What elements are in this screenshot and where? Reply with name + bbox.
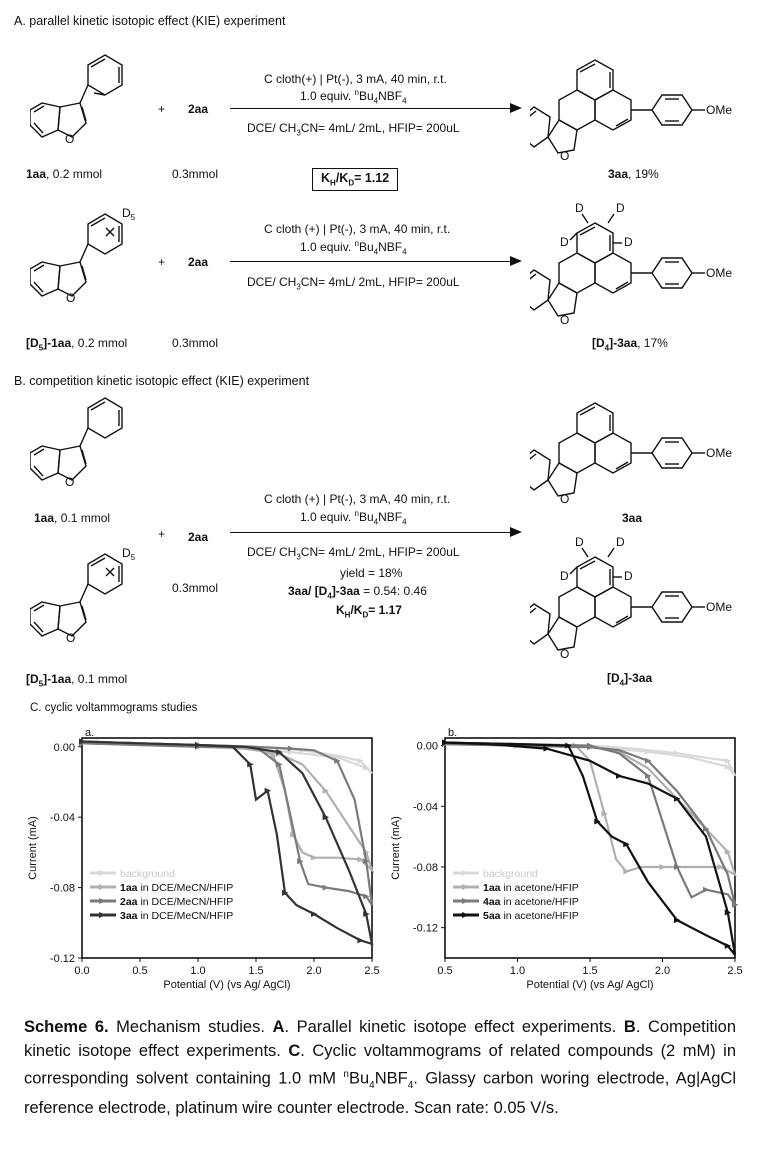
- svg-text:O: O: [560, 149, 570, 163]
- kie-box-1: $K_H/K_D= 1.12$: [312, 168, 398, 191]
- x-tick-label: 2.5: [727, 965, 743, 977]
- compound-1aa-structure-b: [30, 390, 140, 505]
- cv-series-5aa: [445, 743, 735, 955]
- y-tick-label: -0.12: [412, 922, 438, 935]
- reagent-amount-2: 0.3mmol: [172, 336, 219, 350]
- legend-entry-1aa: 1aa in DCE/MeCN/HFIP: [120, 882, 234, 894]
- condition-line-2: 1.0 equiv. $^nBu_4NBF_4$: [300, 88, 407, 106]
- product-label-d4-3aa-b: $[D_4]-3aa$: [607, 671, 653, 688]
- compound-d5-1aa-structure-b: [30, 540, 150, 665]
- condition-line-2c: 1.0 equiv. $^nBu_4NBF_4$: [300, 509, 407, 527]
- x-tick-label: 0.5: [132, 965, 148, 977]
- product-d4-3aa-structure: [530, 198, 760, 328]
- condition-line-3b: DCE/ $CH_3CN= 4mL/$ 2mL, HFIP= 200uL: [247, 275, 460, 292]
- ratio-text: 3aa/ $[D_4]-3aa = 0.54$: 0.46: [288, 584, 427, 601]
- product-3aa-structure-b: [530, 398, 760, 508]
- legend-entry-3aa: 3aa in DCE/MeCN/HFIP: [120, 910, 234, 922]
- plot-frame: [82, 738, 372, 958]
- x-tick-label: 2.5: [364, 965, 380, 977]
- reaction-arrow-1: [230, 108, 520, 109]
- svg-text:D: D: [624, 235, 633, 249]
- reagent-amount: 0.3mmol: [172, 167, 219, 181]
- cv-marker-1aa: [311, 855, 318, 861]
- section-b-title: B. competition kinetic isotopic effect (KIE) experiment: [14, 374, 310, 388]
- legend-entry-4aa: 4aa in acetone/HFIP: [483, 896, 579, 908]
- legend-marker-2aa: [99, 898, 106, 904]
- cv-chart-b: [385, 722, 745, 1004]
- reagent-2aa-2: 2aa: [188, 255, 209, 269]
- substrate-label-d5-1aa: $[D_5]-1aa$, 0.2 mmol: [26, 336, 128, 353]
- svg-text:O: O: [65, 475, 75, 489]
- legend-marker-3aa: [99, 912, 106, 918]
- compound-1aa-structure: [30, 45, 140, 165]
- svg-text:O: O: [560, 313, 570, 327]
- cv-marker-2aa: [323, 885, 330, 891]
- substrate-label-d5-1aa-b: $[D_5]-1aa$, 0.1 mmol: [26, 672, 128, 689]
- cv-series-4aa: [445, 743, 735, 905]
- cv-marker-1aa: [660, 864, 667, 870]
- svg-text:O: O: [65, 132, 75, 146]
- product-3aa-structure: [530, 55, 760, 165]
- svg-text:O: O: [66, 291, 76, 305]
- reaction-arrow-3: [230, 532, 520, 533]
- svg-text:D: D: [575, 201, 584, 215]
- condition-line-1c: C cloth (+) | Pt(-), 3 mA, 40 min, r.t.: [264, 492, 451, 506]
- substrate-label-1aa-b: 1aa, 0.1 mmol: [34, 511, 111, 525]
- cv-marker-1aa: [623, 869, 630, 875]
- x-axis-label: Potential (V) (vs Ag/ AgCl): [526, 979, 654, 991]
- x-tick-label: 1.0: [190, 965, 206, 977]
- legend-entry-2aa: 2aa in DCE/MeCN/HFIP: [120, 896, 234, 908]
- svg-text:OMe: OMe: [706, 446, 733, 460]
- svg-text:D5: $D_5$: [122, 546, 136, 562]
- svg-text:O: O: [560, 492, 570, 506]
- x-tick-label: 2.0: [306, 965, 322, 977]
- y-axis-label: Current (mA): [27, 816, 39, 880]
- svg-text:D: D: [560, 569, 569, 583]
- x-tick-label: 2.0: [654, 965, 671, 977]
- scheme-caption: Scheme 6. Mechanism studies. A. Parallel kinetic isotope effect experiments. B. Competition kinetic isotope effect experiments. C. Cyclic voltammograms of related compounds (2 mM) in corresponding solvent containing 1.0 mM $^nBu_4NBF_4$. Glassy carbon woring electrode, Ag|AgCl reference electrode, platinum wire counter electrode. Scan rate: 0.05 V/s.: [24, 1018, 736, 1118]
- product-label-3aa: 3aa, 19%: [608, 167, 659, 181]
- y-tick-label: 0.00: [53, 741, 75, 754]
- substrate-label-1aa: 1aa, 0.2 mmol: [26, 167, 103, 181]
- y-tick-label: -0.08: [412, 861, 438, 874]
- x-tick-label: 0.0: [74, 965, 90, 977]
- plot-frame: [445, 738, 735, 958]
- yield-text: yield = 18%: [340, 566, 403, 580]
- reagent-2aa: 2aa: [188, 102, 209, 116]
- plus-sign: +: [158, 102, 166, 116]
- x-tick-label: 0.5: [437, 965, 453, 977]
- reagent-2aa-b: 2aa: [188, 530, 209, 544]
- reaction-arrow-2: [230, 261, 520, 262]
- legend-marker-1aa: [462, 884, 469, 890]
- svg-text:D: D: [624, 569, 633, 583]
- plus-sign-b: +: [158, 527, 166, 541]
- product-d4-3aa-structure-b: [530, 532, 760, 662]
- svg-text:D: D: [575, 535, 584, 549]
- svg-text:D: D: [616, 201, 625, 215]
- section-a-title: A. parallel kinetic isotopic effect (KIE) experiment: [14, 14, 286, 28]
- condition-line-3: DCE/ $CH_3CN= 4mL/$ 2mL, HFIP= 200uL: [247, 121, 460, 138]
- legend-entry-background: background: [483, 868, 538, 880]
- x-tick-label: 1.5: [582, 965, 598, 977]
- kie-value-b: $K_H/K_D= 1.17$: [336, 603, 402, 620]
- reagent-amount-b: 0.3mmol: [172, 581, 219, 595]
- svg-text:OMe: OMe: [706, 600, 733, 614]
- svg-text:OMe: OMe: [706, 103, 733, 117]
- plus-sign-2: +: [158, 255, 166, 269]
- svg-text:D: D: [616, 535, 625, 549]
- y-tick-label: 0.00: [416, 740, 438, 753]
- x-axis-label: Potential (V) (vs Ag/ AgCl): [163, 979, 291, 991]
- y-axis-label: Current (mA): [390, 816, 402, 880]
- condition-line-2b: 1.0 equiv. $^nBu_4NBF_4$: [300, 239, 407, 257]
- product-label-3aa-b: 3aa: [622, 511, 643, 525]
- panel-label: a.: [85, 727, 95, 739]
- panel-label: b.: [448, 727, 458, 739]
- legend-marker-1aa: [99, 884, 106, 890]
- legend-marker-background: [462, 870, 469, 876]
- svg-text:O: O: [66, 631, 76, 645]
- cv-chart-a: [22, 722, 382, 1004]
- legend-marker-5aa: [462, 912, 469, 918]
- svg-text:D: D: [560, 235, 569, 249]
- legend-entry-1aa: 1aa in acetone/HFIP: [483, 882, 579, 894]
- y-tick-label: -0.04: [412, 801, 438, 814]
- y-tick-label: -0.08: [49, 882, 75, 895]
- product-label-d4-3aa: $[D_4]-3aa$, 17%: [592, 336, 668, 353]
- x-tick-label: 1.0: [509, 965, 526, 977]
- svg-text:O: O: [560, 647, 570, 661]
- compound-d5-1aa-structure: [30, 200, 150, 325]
- condition-line-3c: DCE/ $CH_3CN= 4mL/$ 2mL, HFIP= 200uL: [247, 545, 460, 562]
- y-tick-label: -0.12: [49, 953, 75, 965]
- cv-marker-5aa: [616, 773, 623, 779]
- legend-marker-4aa: [462, 898, 469, 904]
- cv-marker-4aa: [703, 887, 710, 893]
- svg-text:OMe: OMe: [706, 266, 733, 280]
- cv-marker-3aa: [357, 937, 364, 943]
- legend-entry-background: background: [120, 868, 175, 880]
- x-tick-label: 1.5: [248, 965, 264, 977]
- legend-entry-5aa: 5aa in acetone/HFIP: [483, 910, 579, 922]
- cv-series-1aa: [82, 742, 372, 871]
- condition-line-1b: C cloth (+) | Pt(-), 3 mA, 40 min, r.t.: [264, 222, 451, 236]
- condition-line-1: C cloth(+) | Pt(-), 3 mA, 40 min, r.t.: [264, 72, 447, 86]
- y-tick-label: -0.04: [49, 812, 75, 825]
- legend-marker-background: [99, 870, 106, 876]
- section-c-title: C. cyclic voltammograms studies: [30, 702, 198, 714]
- svg-text:D5: $D_5$: [122, 206, 136, 222]
